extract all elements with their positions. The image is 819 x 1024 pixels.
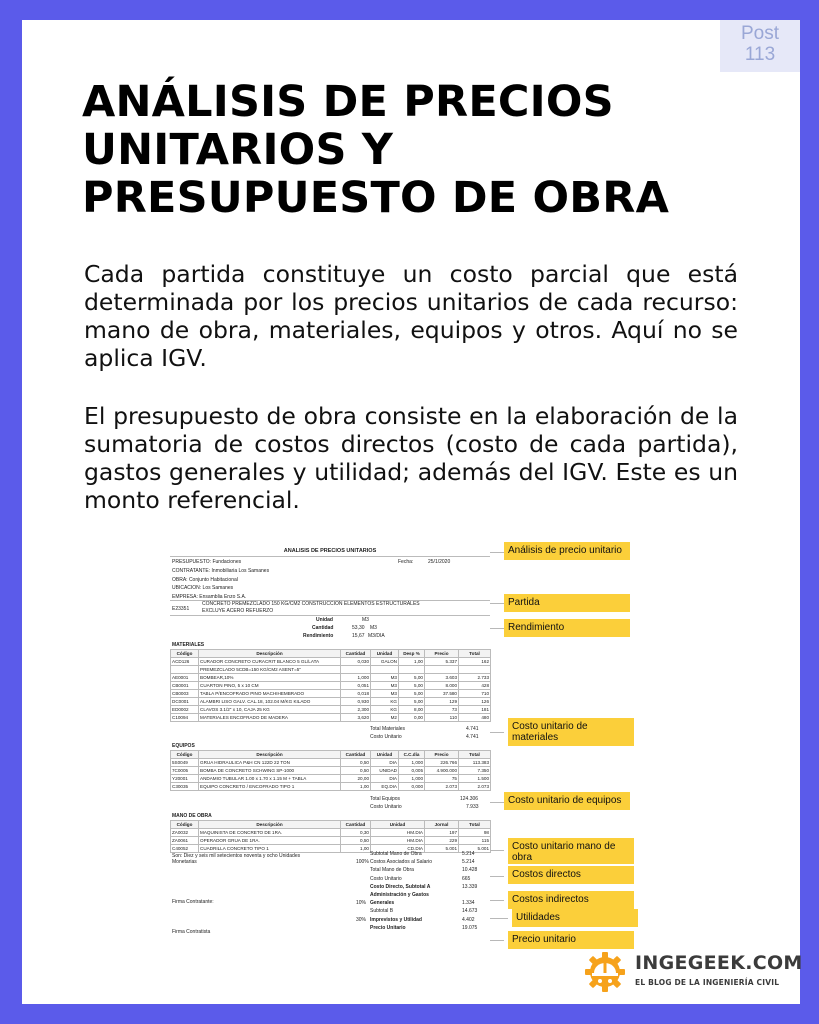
table-cell: 480 — [459, 714, 491, 722]
son-text: Son: Diez y seis mil setecientos noventa y ocho Unidades Monetarias — [172, 853, 301, 865]
col-header: Total — [459, 650, 491, 658]
table-cell: 1,000 — [341, 674, 371, 682]
doc-unidad-label: Unidad — [316, 617, 333, 623]
summary-value: 1.334 — [462, 900, 475, 907]
table-cell: KG — [371, 706, 399, 714]
summary-label: Costo Unitario — [370, 875, 402, 882]
table-cell: ED0002 — [171, 706, 199, 714]
doc-obra: OBRA: Conjunto Habitacional — [172, 577, 238, 583]
table-cell: BOMBEAR,10% — [199, 674, 341, 682]
table-cell — [425, 666, 459, 674]
col-header: Precio — [425, 751, 459, 759]
label-analisis-precio-unitario: Análisis de precio unitario — [504, 542, 630, 560]
brand-name: INGEGEEK.COM — [635, 952, 803, 974]
table-row — [171, 829, 491, 837]
title-line-1: ANÁLISIS DE PRECIOS — [82, 77, 614, 127]
col-header: Unidad — [371, 751, 399, 759]
table-cell: DC0001 — [171, 698, 199, 706]
col-header: Unidad — [371, 821, 425, 829]
table-cell: 3.603 — [425, 674, 459, 682]
brand-logo[interactable] — [583, 950, 803, 996]
table-cell: 2,300 — [341, 706, 371, 714]
col-header: Jornal — [425, 821, 459, 829]
table-cell: 129 — [425, 698, 459, 706]
table-cell: 0,030 — [341, 658, 371, 666]
doc-ubicacion: UBICACION: Los Samanes — [172, 585, 234, 591]
summary-value: 5.214 — [462, 859, 475, 866]
table-cell: 5,00 — [399, 698, 425, 706]
doc-rendimiento-unit: M3/DIA — [368, 633, 385, 639]
table-row — [171, 674, 491, 682]
summary-pct: 10% — [356, 900, 367, 907]
doc-presupuesto: PRESUPUESTO: Fundaciones — [172, 559, 242, 565]
table-cell: 0,018 — [341, 690, 371, 698]
table-cell: 7.350 — [459, 767, 491, 775]
table-cell — [171, 666, 199, 674]
table-cell: 162 — [459, 658, 491, 666]
materiales-total: 4.741 — [466, 726, 479, 732]
col-header: Código — [171, 751, 199, 759]
apu-document — [170, 544, 490, 936]
table-row — [171, 714, 491, 722]
table-cell: 197 — [425, 829, 459, 837]
table-header-row — [171, 650, 491, 658]
table-cell: 5,00 — [399, 690, 425, 698]
table-cell — [459, 666, 491, 674]
label-costo-unitario-materiales: Costo unitario de materiales — [508, 718, 634, 746]
table-cell: 1,00 — [341, 783, 371, 791]
table-cell: ZA0061 — [171, 837, 199, 845]
doc-fecha-label: Fecha: — [398, 559, 414, 565]
equipos-cu-label: Costo Unitario — [370, 804, 402, 810]
doc-contratante: CONTRATANTE: Inmobiliaria Los Samanes — [172, 568, 270, 574]
table-cell: 0,930 — [341, 698, 371, 706]
table-row — [171, 845, 491, 853]
table-cell: 428 — [459, 682, 491, 690]
table-cell: ALAMBRI LISO GALV. CAL.18, 102.04 M/KG KILADO — [199, 698, 341, 706]
connector-line — [490, 940, 504, 941]
label-partida: Partida — [504, 594, 630, 612]
summary-label: Precio Unitario — [370, 924, 406, 931]
firma-contratista: Firma Contratista — [172, 929, 211, 935]
firma-contratante: Firma Contratante: — [172, 899, 214, 905]
label-utilidades: Utilidades — [512, 909, 638, 927]
materiales-cu: 4.741 — [466, 734, 479, 740]
table-cell: EQUIPO CONCRETO / ENCOFRADO TIPO 1 — [199, 783, 341, 791]
table-cell: 1,000 — [399, 759, 425, 767]
col-header: Total — [459, 751, 491, 759]
summary-pct: 100% — [356, 859, 369, 866]
table-cell: M3 — [371, 674, 399, 682]
connector-line — [490, 732, 504, 733]
connector-line — [490, 850, 504, 851]
table-cell: 8,00 — [399, 706, 425, 714]
col-header: Cantidad — [341, 821, 371, 829]
table-cell: 2.073 — [425, 783, 459, 791]
table-cell: KG — [371, 698, 399, 706]
summary-value: 10.428 — [462, 867, 478, 874]
table-cell: M2 — [371, 714, 399, 722]
mano-heading: MANO DE OBRA — [172, 813, 212, 819]
table-cell: CUADRILLA CONCRETO TIPO 1 — [199, 845, 341, 853]
table-header-row — [171, 821, 491, 829]
title-line-3: PRESUPUESTO DE OBRA — [82, 173, 670, 223]
table-cell: 5,00 — [399, 682, 425, 690]
summary-value: 19.075 — [462, 924, 478, 931]
equipos-cu: 7.933 — [466, 804, 479, 810]
table-cell: 4.900.000 — [425, 767, 459, 775]
table-cell: EQ.DIA — [371, 783, 399, 791]
table-cell: 1,00 — [399, 658, 425, 666]
table-header-row — [171, 751, 491, 759]
label-costo-unitario-equipos: Costo unitario de equipos — [504, 792, 630, 810]
table-cell: 3,620 — [341, 714, 371, 722]
table-cell: 37.580 — [425, 690, 459, 698]
col-header: Descripción — [199, 751, 341, 759]
table-cell: 20,00 — [341, 775, 371, 783]
doc-cantidad: 53,30 — [352, 625, 365, 631]
summary-label: Costos Asociados al Salario — [370, 859, 432, 866]
table-cell: 5S0049 — [171, 759, 199, 767]
table-cell: 1.500 — [459, 775, 491, 783]
col-header: Unidad — [371, 650, 399, 658]
summary-label: Administración y Gastos — [370, 892, 429, 898]
table-cell: CLAVOS 3.1/2" x 10, CAJA 25 KG — [199, 706, 341, 714]
equipos-total: 124.306 — [460, 796, 479, 802]
table-cell: GALON — [371, 658, 399, 666]
table-row — [171, 658, 491, 666]
table-row — [171, 698, 491, 706]
materiales-cu-label: Costo Unitario — [370, 734, 402, 740]
table-cell: MAQUINISTA DE CONCRETO DE 1RA. — [199, 829, 341, 837]
summary-label: Costo Directo, Subtotal A — [370, 883, 431, 890]
table-cell: 5.001 — [459, 845, 491, 853]
summary-label: Subtotal B — [370, 908, 394, 915]
table-cell: PREMEZCLADO 5CDB=150 KG/CM2 ASENT=5" — [199, 666, 341, 674]
table-row — [171, 759, 491, 767]
col-header: Descripción — [199, 650, 341, 658]
table-row — [171, 690, 491, 698]
table-cell: 2.733 — [459, 674, 491, 682]
table-cell: UNIDAD — [371, 767, 399, 775]
table-cell: C30035 — [171, 783, 199, 791]
table-cell: GRUA HIDRAULICA P&H CN 122D 22 TON — [199, 759, 341, 767]
connector-line — [490, 900, 504, 901]
equipos-total-label: Total Equipos — [370, 796, 401, 802]
table-cell — [341, 666, 371, 674]
col-header: C.C.día — [399, 751, 425, 759]
col-header: Total — [459, 821, 491, 829]
table-row — [171, 767, 491, 775]
doc-partida-code: E23351 — [172, 606, 190, 612]
table-cell: 710 — [459, 690, 491, 698]
doc-title: ANALISIS DE PRECIOS UNITARIOS — [283, 548, 377, 554]
doc-cantidad-label: Cantidad — [312, 625, 334, 631]
table-cell: 7C0005 — [171, 767, 199, 775]
summary-value: 665 — [462, 875, 471, 882]
col-header: Precio — [425, 650, 459, 658]
summary-label: Total Mano de Obra — [370, 867, 414, 874]
table-cell: 0,005 — [399, 767, 425, 775]
connector-line — [490, 603, 504, 604]
table-cell: M3 — [371, 682, 399, 690]
table-cell: 181 — [459, 706, 491, 714]
table-cell: AE0001 — [171, 674, 199, 682]
table-row — [171, 666, 491, 674]
table-cell: 8.000 — [425, 682, 459, 690]
table-cell: 110 — [425, 714, 459, 722]
label-costos-indirectos: Costos indirectos — [508, 891, 634, 909]
table-cell: DIA — [371, 775, 399, 783]
table-cell — [399, 666, 425, 674]
label-rendimiento: Rendimiento — [504, 619, 630, 637]
table-cell: CUARTON PINO, 5 x 10 CM — [199, 682, 341, 690]
post-label: Post — [740, 23, 780, 44]
summary-pct: 30% — [356, 916, 367, 923]
table-cell: MATERIALES ENCOFRADO DE MADERA — [199, 714, 341, 722]
table-cell: 0,50 — [341, 759, 371, 767]
table-row — [171, 706, 491, 714]
table-cell: 0,50 — [341, 837, 371, 845]
paragraph-partida: Cada partida constituye un costo parcial que está determinada por los precios unitarios de cada recurso: mano de obra, materiales, equipos y otros. Aquí no se aplica IGV. — [84, 260, 738, 372]
table-cell: 2.073 — [459, 783, 491, 791]
table-cell: ACD126 — [171, 658, 199, 666]
equipos-table — [170, 750, 491, 791]
table-cell: 73 — [425, 706, 459, 714]
materiales-total-label: Total Materiales — [370, 726, 406, 732]
connector-line — [490, 628, 504, 629]
doc-unidad: M3 — [362, 617, 369, 623]
table-cell: BOMBA DE CONCRETO SCHWING SP-1000 — [199, 767, 341, 775]
mano-table — [170, 820, 491, 853]
table-cell: CB0003 — [171, 690, 199, 698]
table-cell: 75 — [425, 775, 459, 783]
summary-value: 14.673 — [462, 908, 478, 915]
table-cell: 1,000 — [399, 775, 425, 783]
table-cell: 113.383 — [459, 759, 491, 767]
gear-helmet-icon — [585, 952, 625, 992]
table-cell: M3 — [371, 690, 399, 698]
connector-line — [490, 802, 504, 803]
connector-line — [490, 876, 504, 877]
table-cell: C40052 — [171, 845, 199, 853]
table-cell: 1,00 — [341, 845, 371, 853]
col-header: Cantidad — [341, 751, 371, 759]
divider — [170, 615, 490, 616]
post-number: 113 — [744, 44, 776, 65]
doc-rendimiento: 15,67 — [352, 633, 365, 639]
col-header: Código — [171, 650, 199, 658]
summary-value: 4.402 — [462, 916, 475, 923]
brand-tagline: EL BLOG DE LA INGENIERÍA CIVIL — [635, 978, 780, 987]
table-cell: 229 — [425, 837, 459, 845]
label-costos-directos: Costos directos — [508, 866, 634, 884]
page-title — [82, 78, 742, 222]
summary-value: 13.339 — [462, 883, 478, 890]
table-cell: Y20001 — [171, 775, 199, 783]
table-cell: 126 — [459, 698, 491, 706]
col-header: Desp % — [399, 650, 425, 658]
table-cell: CB0001 — [171, 682, 199, 690]
table-cell: C10094 — [171, 714, 199, 722]
doc-partida-desc: CONCRETO PREMEZCLADO 150 KG/CM2 CONSTRUCCION ELEMENTOS ESTRUCTURALES EXCLUYE ACERO REFUERZO — [202, 601, 420, 614]
table-cell: 0,30 — [341, 829, 371, 837]
summary-label: Imprevistos y Utilidad — [370, 916, 422, 923]
table-cell: HM.DIA — [371, 829, 425, 837]
materiales-table — [170, 649, 491, 722]
doc-fecha: 25/1/2020 — [428, 559, 451, 565]
label-costo-unitario-mano-obra: Costo unitario mano de obra — [508, 838, 634, 864]
table-cell: 98 — [459, 829, 491, 837]
col-header: Descripción — [199, 821, 341, 829]
table-cell: 0,051 — [341, 682, 371, 690]
connector-line — [490, 552, 504, 553]
materiales-heading: MATERIALES — [172, 642, 205, 648]
table-row — [171, 682, 491, 690]
table-cell: 0,50 — [341, 767, 371, 775]
table-cell — [371, 666, 399, 674]
doc-empresa: EMPRESA: Ensamblia Enzo S.A. — [172, 594, 247, 600]
table-row — [171, 837, 491, 845]
summary-label: Generales — [370, 900, 395, 907]
table-cell: ZA0032 — [171, 829, 199, 837]
equipos-heading: EQUIPOS — [172, 743, 195, 749]
table-cell: HM.DIA — [371, 837, 425, 845]
table-cell: 0,00 — [399, 714, 425, 722]
title-line-2: UNITARIOS Y — [82, 125, 394, 175]
col-header: Cantidad — [341, 650, 371, 658]
table-row — [171, 783, 491, 791]
table-cell: CD.DIA — [371, 845, 425, 853]
doc-rendimiento-label: Rendimiento — [303, 633, 334, 639]
table-cell: TABLA P/ENCOFRADO PINO MACHIHEMBRADO — [199, 690, 341, 698]
table-cell: 5.337 — [425, 658, 459, 666]
paragraph-presupuesto: El presupuesto de obra consiste en la elaboración de la sumatoria de costos directos (costo de cada partida), gastos generales y utilidad; además del IGV. Este es un monto referencial. — [84, 402, 738, 514]
post-number-badge — [720, 20, 800, 72]
table-cell: ANDAMIO TUBULAR 1.00 x 1.70 x 1.15 M + TABLA — [199, 775, 341, 783]
doc-cantidad-unit: M3 — [370, 625, 377, 631]
summary-value: 5.214 — [462, 851, 475, 857]
table-row — [171, 775, 491, 783]
table-cell: 115 — [459, 837, 491, 845]
table-cell: DIA — [371, 759, 399, 767]
connector-line — [490, 918, 508, 919]
divider — [170, 556, 490, 557]
label-precio-unitario: Precio unitario — [508, 931, 634, 949]
table-cell: 5,00 — [399, 674, 425, 682]
table-cell: OPERADOR GRUA DE 1RA. — [199, 837, 341, 845]
table-cell: 0,000 — [399, 783, 425, 791]
table-cell: CURADOR CONCRETO CURACRIT BLANCO 5 GL/LATA — [199, 658, 341, 666]
summary-label: Subtotal Mano de Obra — [370, 851, 422, 857]
col-header: Código — [171, 821, 199, 829]
table-cell: 226.766 — [425, 759, 459, 767]
table-cell: 5.001 — [425, 845, 459, 853]
